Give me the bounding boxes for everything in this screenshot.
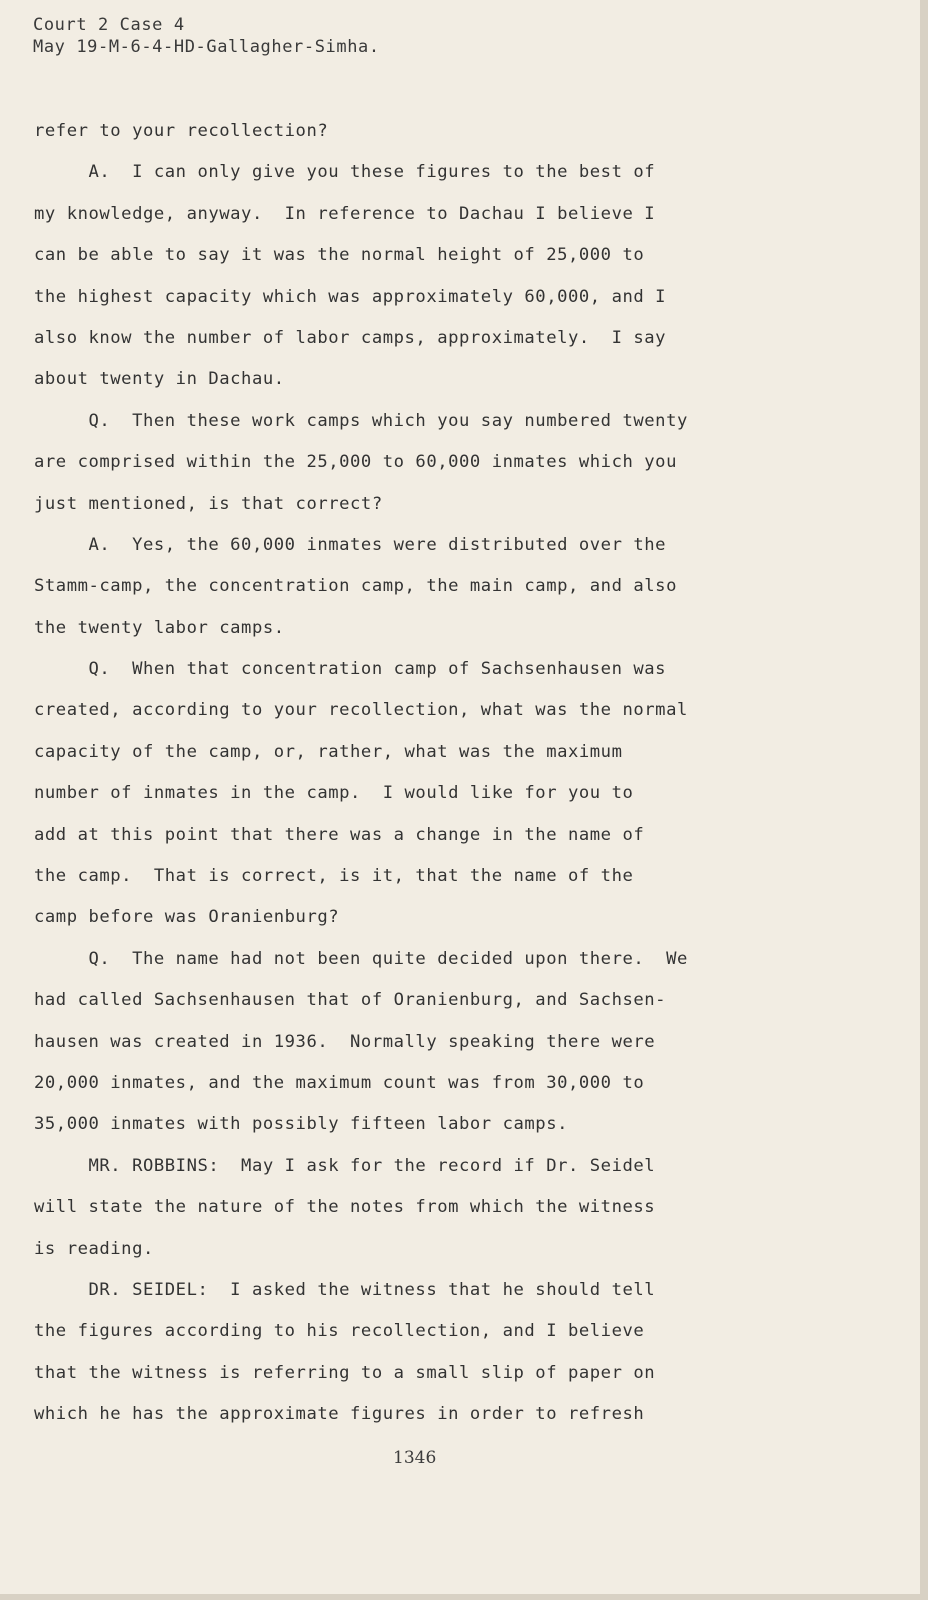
transcript-line: A. Yes, the 60,000 inmates were distributed over the — [34, 534, 667, 555]
transcript-line: add at this point that there was a change in the name of — [34, 824, 645, 845]
transcript-line: the camp. That is correct, is it, that the name of the — [34, 866, 634, 887]
header-court-case: Court 2 Case 4 — [33, 15, 185, 35]
transcript-line: DR. SEIDEL: I asked the witness that he should tell — [34, 1279, 656, 1300]
transcript-line: Q. Then these work camps which you say numbered twenty — [34, 410, 688, 431]
document-header — [33, 14, 380, 58]
transcript-body — [34, 111, 794, 1436]
transcript-line: that the witness is referring to a small slip of paper on — [34, 1362, 656, 1383]
transcript-line: the twenty labor camps. — [34, 617, 285, 638]
transcript-line: can be able to say it was the normal height of 25,000 to — [34, 245, 645, 266]
transcript-line: Stamm-camp, the concentration camp, the main camp, and also — [34, 576, 677, 597]
transcript-line: refer to your recollection? — [34, 121, 329, 141]
transcript-line: camp before was Oranienburg? — [34, 907, 340, 928]
transcript-line: created, according to your recollection, what was the normal — [34, 700, 688, 721]
transcript-line: Q. When that concentration camp of Sachsenhausen was — [34, 659, 667, 680]
transcript-line: are comprised within the 25,000 to 60,000 inmates which you — [34, 452, 677, 473]
transcript-line: capacity of the camp, or, rather, what was the maximum — [34, 741, 623, 762]
transcript-line: hausen was created in 1936. Normally speaking there were — [34, 1031, 656, 1052]
header-session-code: May 19-M-6-4-HD-Gallagher-Simha. — [33, 37, 380, 57]
transcript-line: MR. ROBBINS: May I ask for the record if Dr. Seidel — [34, 1155, 656, 1176]
transcript-line: Q. The name had not been quite decided upon there. We — [34, 948, 688, 969]
transcript-line: 20,000 inmates, and the maximum count was from 30,000 to — [34, 1072, 645, 1093]
transcript-line: 35,000 inmates with possibly fifteen labor camps. — [34, 1114, 568, 1135]
transcript-line: A. I can only give you these figures to the best of — [34, 162, 656, 183]
transcript-line: number of inmates in the camp. I would like for you to — [34, 783, 634, 804]
transcript-line: will state the nature of the notes from which the witness — [34, 1197, 656, 1218]
page-number: 1346 — [393, 1448, 437, 1468]
transcript-line: the figures according to his recollection, and I believe — [34, 1321, 645, 1342]
transcript-line: my knowledge, anyway. In reference to Dachau I believe I — [34, 203, 656, 224]
transcript-line: the highest capacity which was approximately 60,000, and I — [34, 286, 667, 307]
transcript-line: just mentioned, is that correct? — [34, 493, 383, 514]
transcript-line: which he has the approximate figures in order to refresh — [34, 1404, 645, 1425]
transcript-line: also know the number of labor camps, approximately. I say — [34, 327, 667, 348]
transcript-line: about twenty in Dachau. — [34, 369, 285, 390]
transcript-line: had called Sachsenhausen that of Oranienburg, and Sachsen- — [34, 990, 667, 1011]
transcript-line: is reading. — [34, 1238, 154, 1259]
